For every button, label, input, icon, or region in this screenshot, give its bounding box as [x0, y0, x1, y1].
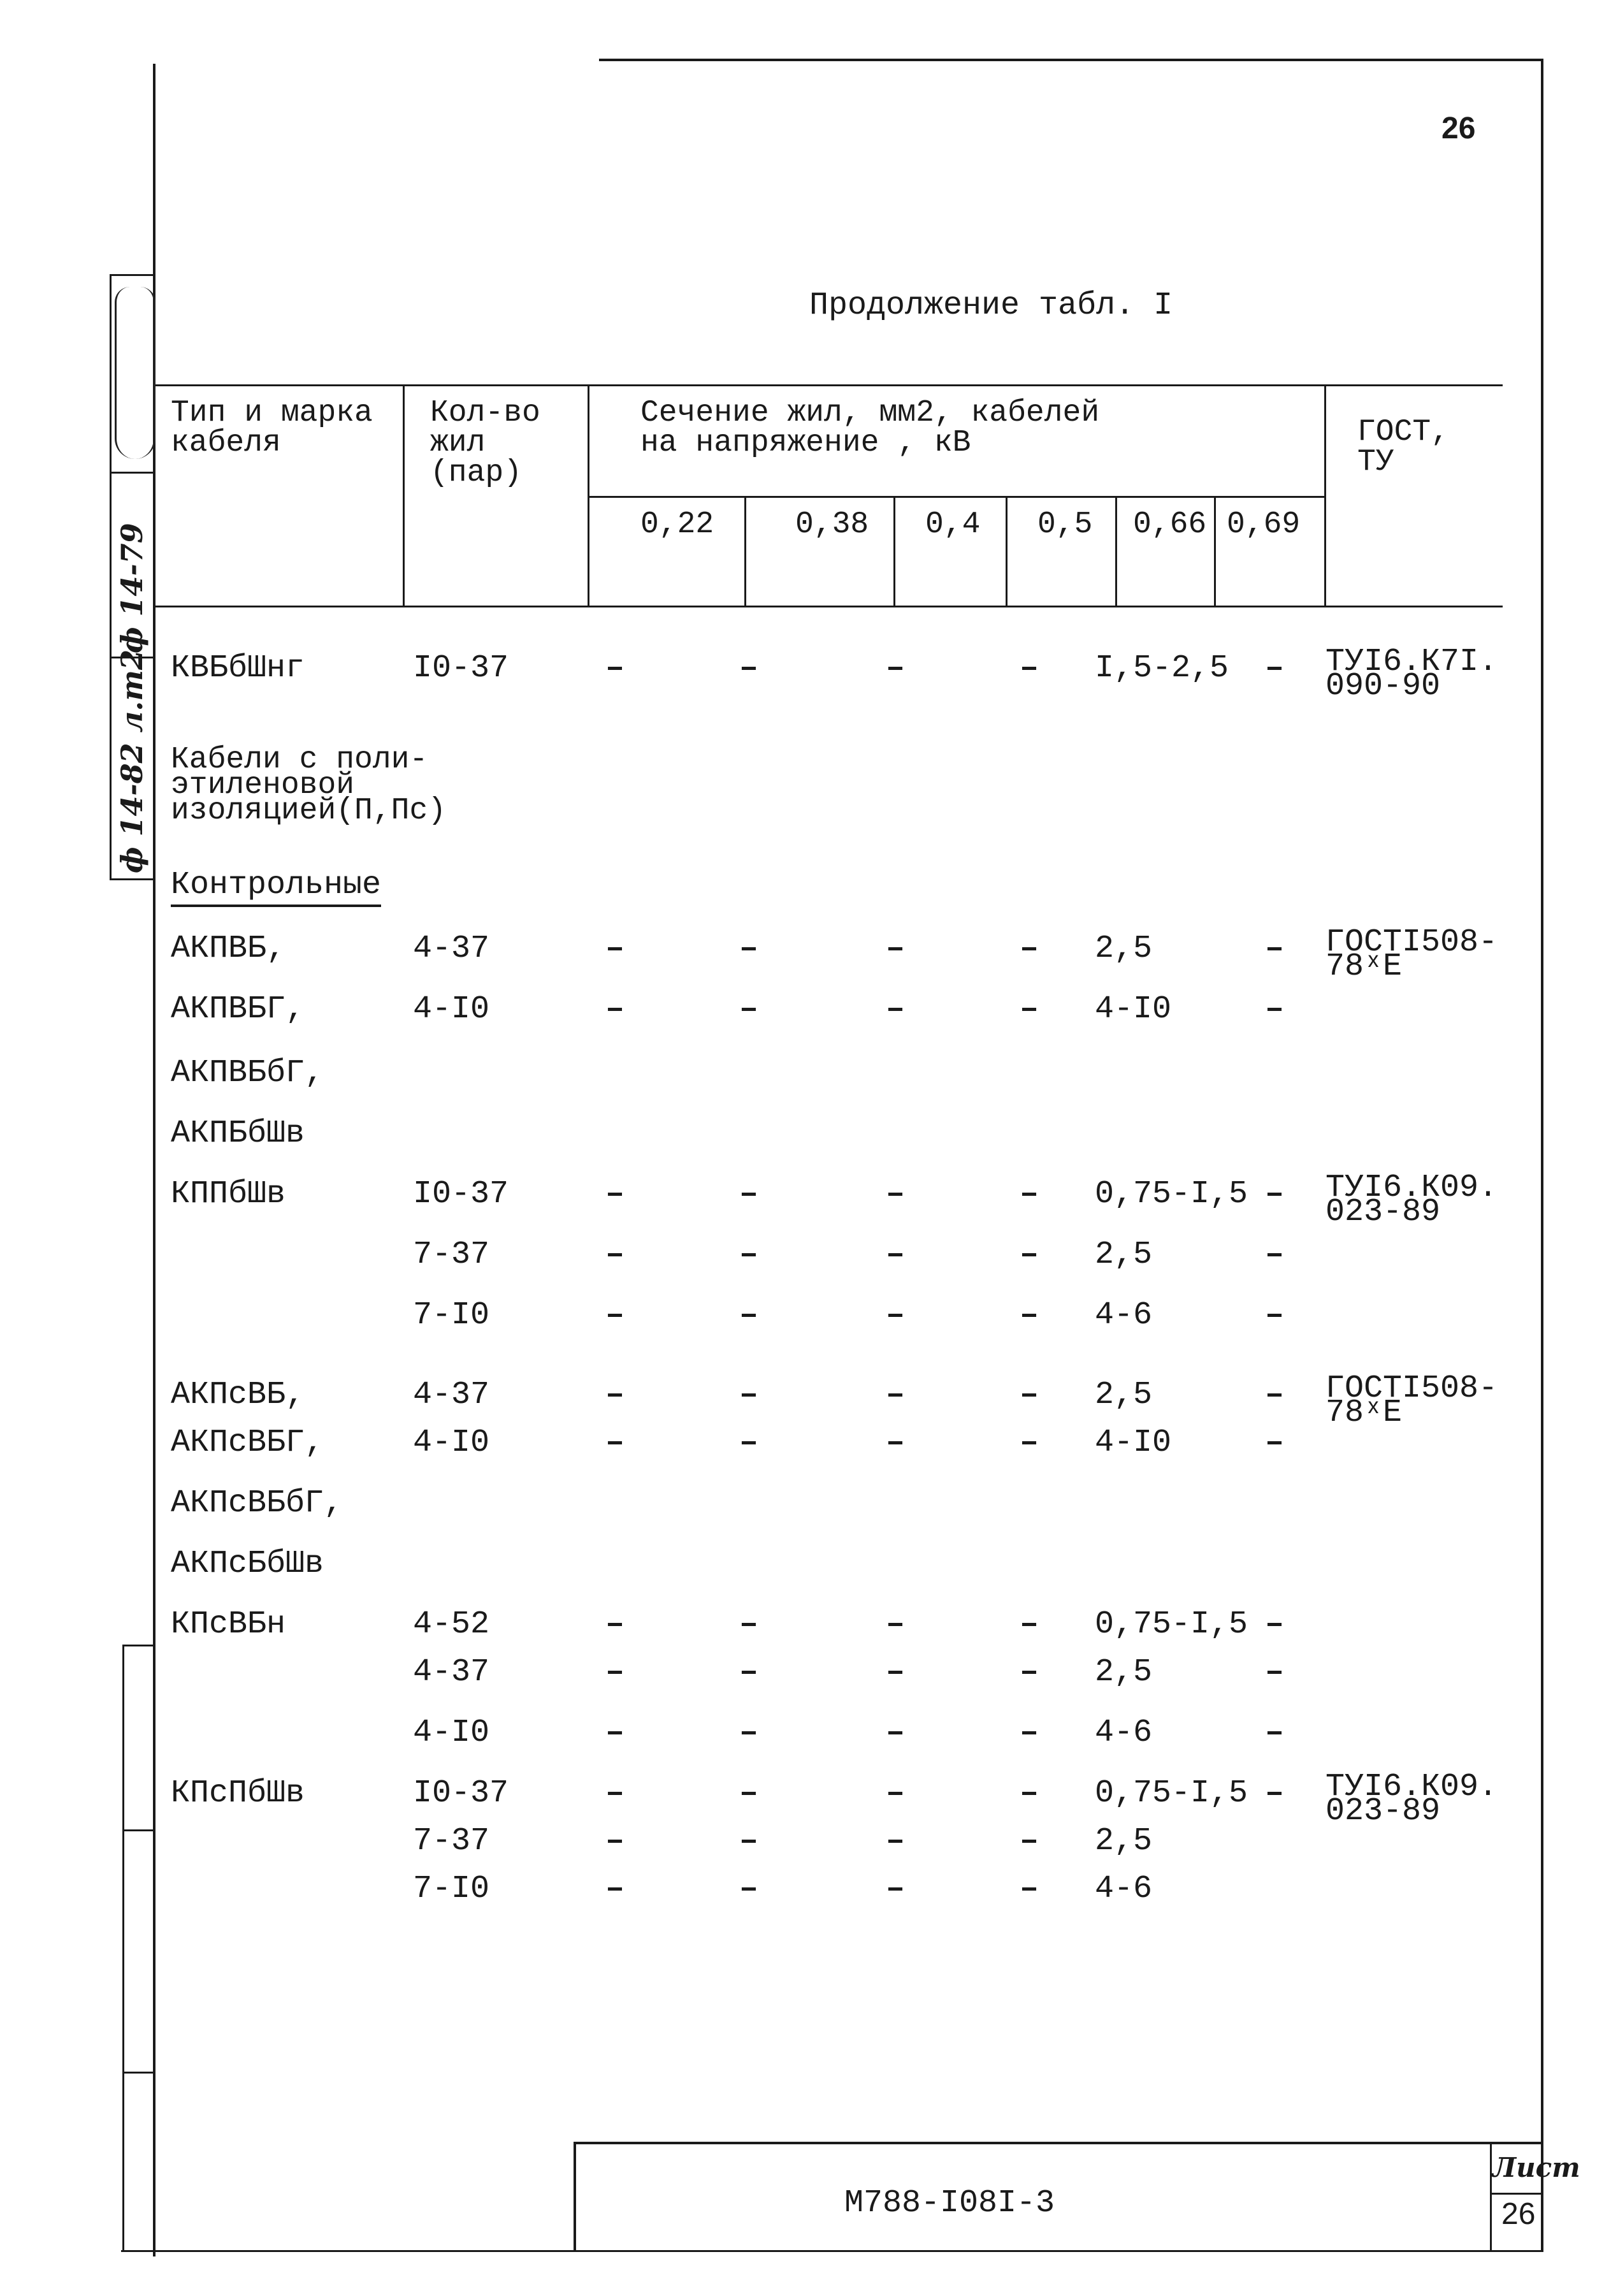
dash-cell: – [605, 1425, 625, 1461]
signature-mark [115, 287, 155, 459]
footer-top-line [574, 2142, 1542, 2144]
section-066: 2,5 [1095, 1654, 1153, 1690]
dash-cell: – [739, 1237, 759, 1273]
dash-cell: – [605, 1176, 625, 1212]
dash-cell: – [886, 1297, 906, 1333]
dash-cell: – [1020, 1871, 1039, 1907]
core-count: 4-37 [413, 1377, 490, 1413]
section-069: – [1265, 1237, 1285, 1273]
dash-cell: – [886, 1775, 906, 1812]
dash-cell: – [605, 1715, 625, 1751]
header-v022: 0,22 [640, 507, 714, 542]
dash-cell: – [1020, 931, 1039, 967]
gost-reference: ГОСТI508- 78ˣЕ [1325, 1370, 1498, 1431]
right-border-line [1541, 59, 1543, 2251]
header-v05: 0,5 [1037, 507, 1093, 542]
dash-cell: – [739, 1871, 759, 1907]
cable-type: АКПВБбГ, [171, 1055, 324, 1091]
dash-cell: – [886, 1823, 906, 1859]
core-count: 7-37 [413, 1823, 490, 1859]
dash-cell: – [739, 1606, 759, 1643]
section-069: – [1265, 1775, 1285, 1812]
cable-type: КПсВБн [171, 1606, 286, 1643]
section-066: I,5-2,5 [1095, 650, 1229, 687]
col-sep-7 [1214, 496, 1216, 606]
section-069: – [1265, 991, 1285, 1028]
core-count: 4-I0 [413, 1715, 490, 1751]
dash-cell: – [886, 650, 906, 687]
section-066: 2,5 [1095, 931, 1153, 967]
stamp-box-top [110, 274, 154, 276]
dash-cell: – [1020, 1176, 1039, 1212]
dash-cell: – [1020, 1425, 1039, 1461]
dash-cell: – [605, 1871, 625, 1907]
dash-cell: – [886, 1871, 906, 1907]
lower-box-left [122, 1645, 124, 2250]
dash-cell: – [739, 650, 759, 687]
bottom-border-line [121, 2250, 1543, 2252]
section-069: – [1265, 1715, 1285, 1751]
dash-cell: – [605, 1823, 625, 1859]
sheet-number: 26 [1501, 2197, 1536, 2231]
dash-cell: – [739, 1654, 759, 1690]
cable-type: КПсПбШв [171, 1775, 305, 1812]
dash-cell: – [739, 1425, 759, 1461]
table-caption: Продолжение табл. I [809, 287, 1173, 324]
section-069: – [1265, 650, 1285, 687]
dash-cell: – [739, 1176, 759, 1212]
dash-cell: – [605, 650, 625, 687]
section-069: – [1265, 1654, 1285, 1690]
core-count: 7-37 [413, 1237, 490, 1273]
header-gost: ГОСТ, ТУ [1357, 415, 1450, 479]
stamp-box-div1 [110, 472, 154, 474]
section-066: 0,75-I,5 [1095, 1606, 1248, 1643]
header-cores: Кол-во жил (пар) [430, 396, 540, 490]
lower-box-div2 [122, 2072, 154, 2074]
header-top-line [155, 384, 1503, 386]
dash-cell: – [739, 1715, 759, 1751]
section-066: 2,5 [1095, 1823, 1153, 1859]
section-069: – [1265, 1606, 1285, 1643]
gost-reference: ТУI6.К7I. 090-90 [1325, 644, 1498, 704]
dash-cell: – [1020, 1297, 1039, 1333]
col-sep-8 [1324, 384, 1326, 606]
header-bottom-line [155, 606, 1503, 607]
core-count: I0-37 [413, 1775, 509, 1812]
cable-type: АКПсВБГ, [171, 1425, 324, 1461]
section-066: 0,75-I,5 [1095, 1775, 1248, 1812]
col-sep-1 [403, 384, 405, 606]
header-v04: 0,4 [925, 507, 981, 542]
dash-cell: – [605, 931, 625, 967]
page-number: 26 [1441, 112, 1476, 145]
side-stamp-1: ф 14-82 л.т2 [115, 650, 149, 873]
core-count: 4-52 [413, 1606, 490, 1643]
cable-type: Кабели с поли- этиленовой изоляцией(П,Пс) [171, 743, 447, 828]
dash-cell: – [1020, 991, 1039, 1028]
dash-cell: – [1020, 1715, 1039, 1751]
stamp-box-bottom [110, 878, 154, 880]
cable-type: АКПВБ, [171, 931, 286, 967]
top-border-line [599, 59, 1542, 61]
cable-type: АКПсБбШв [171, 1546, 324, 1582]
gost-reference: ГОСТI508- 78ˣЕ [1325, 924, 1498, 985]
dash-cell: – [605, 991, 625, 1028]
dash-cell: – [886, 931, 906, 967]
col-sep-2 [588, 384, 589, 606]
cable-type: КППбШв [171, 1176, 286, 1212]
dash-cell: – [739, 931, 759, 967]
sheet-box-mid [1490, 2193, 1543, 2195]
dash-cell: – [1020, 1823, 1039, 1859]
core-count: 4-I0 [413, 1425, 490, 1461]
header-v066: 0,66 [1133, 507, 1207, 542]
cable-type: АКПБбШв [171, 1115, 305, 1152]
section-066: 4-I0 [1095, 1425, 1172, 1461]
col-sep-6 [1115, 496, 1117, 606]
core-count: 7-I0 [413, 1871, 490, 1907]
dash-cell: – [605, 1654, 625, 1690]
core-count: I0-37 [413, 650, 509, 687]
dash-cell: – [886, 1425, 906, 1461]
dash-cell: – [605, 1237, 625, 1273]
dash-cell: – [1020, 650, 1039, 687]
sheet-box-left [1490, 2142, 1492, 2251]
header-v038: 0,38 [795, 507, 869, 542]
dash-cell: – [739, 1775, 759, 1812]
core-count: 4-I0 [413, 991, 490, 1028]
cable-type: АКПВБГ, [171, 991, 305, 1028]
gost-reference: ТУI6.К09. 023-89 [1325, 1769, 1498, 1829]
core-count: 4-37 [413, 931, 490, 967]
col-sep-3 [744, 496, 746, 606]
col-sep-5 [1006, 496, 1008, 606]
dash-cell: – [886, 1715, 906, 1751]
dash-cell: – [886, 991, 906, 1028]
cable-type: АКПсВБ, [171, 1377, 305, 1413]
lower-box-top [122, 1645, 154, 1646]
section-069: – [1265, 1176, 1285, 1212]
section-066: 4-6 [1095, 1871, 1153, 1907]
dash-cell: – [739, 991, 759, 1028]
header-type: Тип и марка кабеля [171, 396, 373, 460]
dash-cell: – [1020, 1654, 1039, 1690]
dash-cell: – [886, 1176, 906, 1212]
footer-left-line [574, 2142, 576, 2251]
gost-reference: ТУI6.К09. 023-89 [1325, 1170, 1498, 1230]
cable-type: АКПсВБбГ, [171, 1485, 343, 1522]
dash-cell: – [605, 1377, 625, 1413]
dash-cell: – [605, 1297, 625, 1333]
section-069: – [1265, 931, 1285, 967]
core-count: I0-37 [413, 1176, 509, 1212]
dash-cell: – [739, 1297, 759, 1333]
dash-cell: – [886, 1606, 906, 1643]
section-066: 0,75-I,5 [1095, 1176, 1248, 1212]
dash-cell: – [605, 1775, 625, 1812]
section-069: – [1265, 1377, 1285, 1413]
section-066: 4-6 [1095, 1715, 1153, 1751]
section-069: – [1265, 1297, 1285, 1333]
section-066: 4-I0 [1095, 991, 1172, 1028]
dash-cell: – [739, 1377, 759, 1413]
header-section: Сечение жил, мм2, кабелей на напряжение , кВ [640, 396, 1100, 460]
dash-cell: – [605, 1606, 625, 1643]
core-count: 4-37 [413, 1654, 490, 1690]
dash-cell: – [1020, 1775, 1039, 1812]
lower-box-div1 [122, 1829, 154, 1831]
dash-cell: – [1020, 1237, 1039, 1273]
document-code: М788-I08I-3 [844, 2185, 1055, 2221]
section-066: 2,5 [1095, 1237, 1153, 1273]
header-v069: 0,69 [1227, 507, 1301, 542]
cable-type: КВБбШнг [171, 650, 305, 687]
side-stamp-2: ф 14-79 [115, 523, 149, 653]
core-count: 7-I0 [413, 1297, 490, 1333]
section-066: 2,5 [1095, 1377, 1153, 1413]
section-066: 4-6 [1095, 1297, 1153, 1333]
dash-cell: – [886, 1377, 906, 1413]
dash-cell: – [1020, 1606, 1039, 1643]
sheet-label: Лист [1492, 2152, 1580, 2183]
cable-type: Контрольные [171, 867, 381, 907]
dash-cell: – [1020, 1377, 1039, 1413]
dash-cell: – [886, 1654, 906, 1690]
section-069: – [1265, 1425, 1285, 1461]
stamp-box-left [110, 274, 112, 880]
dash-cell: – [739, 1823, 759, 1859]
col-sep-4 [893, 496, 895, 606]
dash-cell: – [886, 1237, 906, 1273]
